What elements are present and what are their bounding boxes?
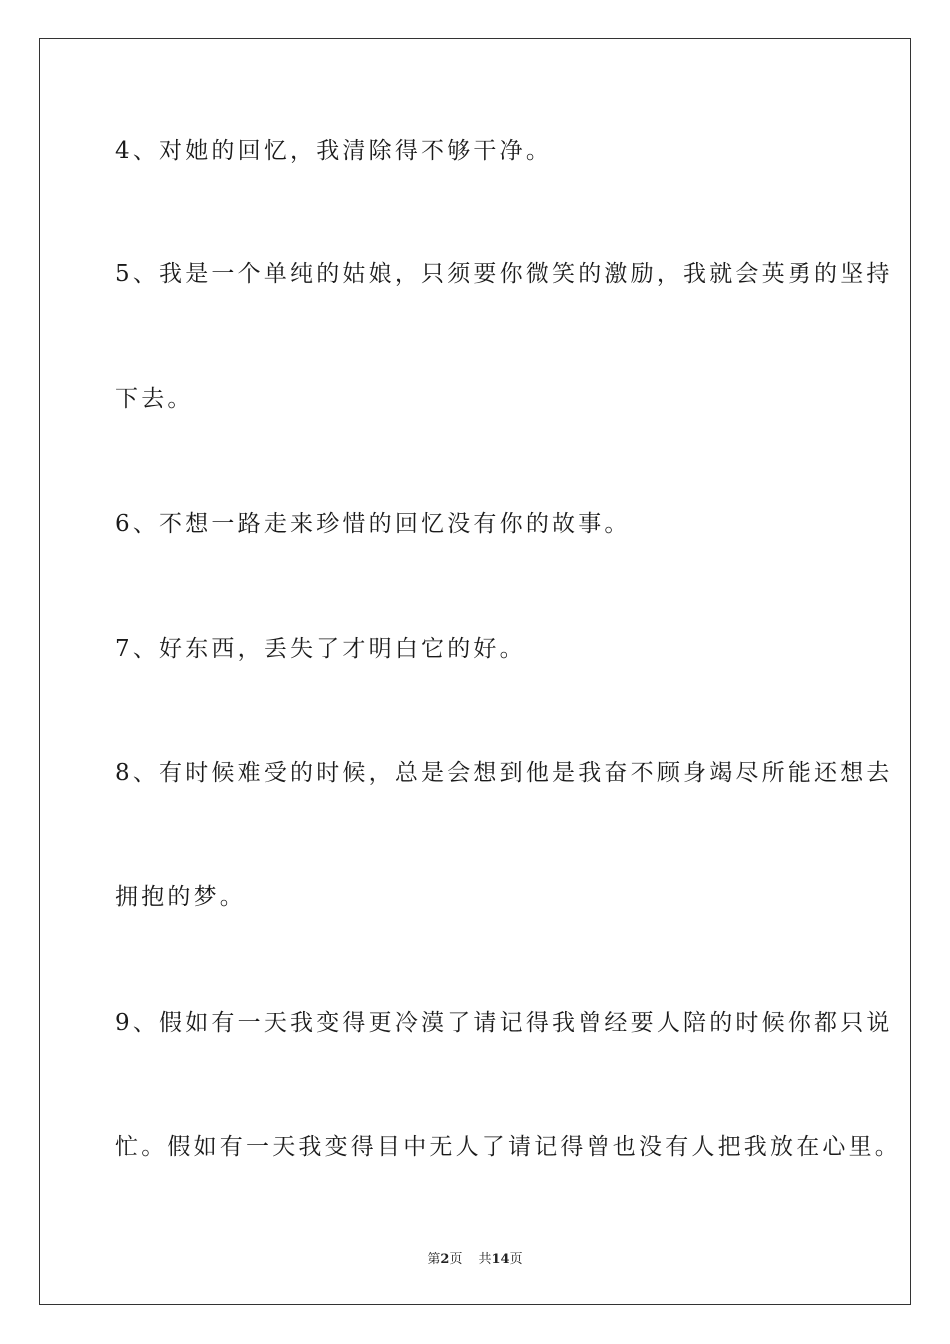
text-line-4: 6、不想一路走来珍惜的回忆没有你的故事。 bbox=[115, 511, 631, 537]
footer-page-number: 2 bbox=[440, 1252, 450, 1267]
page-footer bbox=[0, 1248, 950, 1267]
text-line-9: 忙。假如有一天我变得目中无人了请记得曾也没有人把我放在心里。 bbox=[115, 1134, 901, 1160]
text-line-3: 下去。 bbox=[115, 386, 194, 412]
text-line-5: 7、好东西，丢失了才明白它的好。 bbox=[115, 636, 526, 662]
footer-page-suffix: 页 bbox=[449, 1252, 463, 1267]
text-line-6: 8、有时候难受的时候，总是会想到他是我奋不顾身竭尽所能还想去 bbox=[115, 760, 893, 786]
footer-total-prefix: 共 bbox=[478, 1252, 492, 1267]
text-line-2: 5、我是一个单纯的姑娘，只须要你微笑的激励，我就会英勇的坚持 bbox=[115, 261, 893, 287]
text-line-7: 拥抱的梦。 bbox=[115, 884, 246, 910]
footer-total-suffix: 页 bbox=[509, 1252, 523, 1267]
text-line-8: 9、假如有一天我变得更冷漠了请记得我曾经要人陪的时候你都只说 bbox=[115, 1010, 893, 1036]
text-line-1: 4、对她的回忆，我清除得不够干净。 bbox=[115, 138, 553, 164]
footer-total-pages: 14 bbox=[491, 1252, 510, 1267]
footer-page-prefix: 第 bbox=[427, 1252, 441, 1267]
page-border bbox=[39, 38, 911, 1305]
